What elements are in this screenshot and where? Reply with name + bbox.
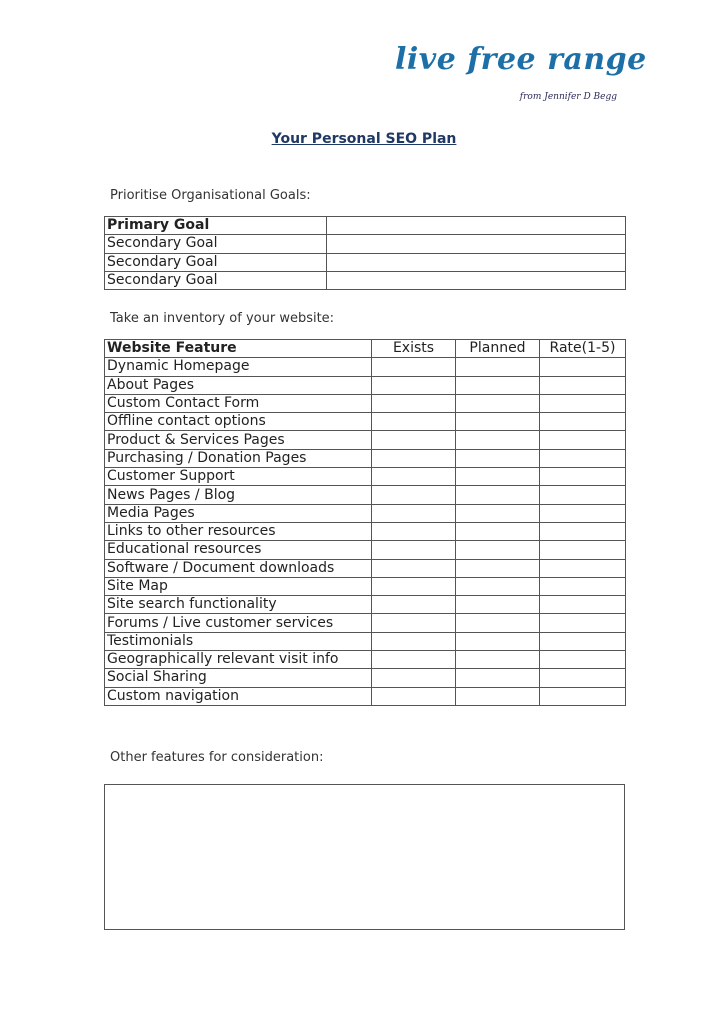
rate-cell[interactable]: [540, 394, 626, 412]
planned-cell[interactable]: [456, 504, 540, 522]
rate-cell[interactable]: [540, 614, 626, 632]
table-row: [105, 522, 626, 540]
table-row: [105, 614, 626, 632]
exists-cell[interactable]: [372, 577, 456, 595]
rate-cell[interactable]: [540, 687, 626, 705]
planned-cell[interactable]: [456, 687, 540, 705]
feature-label: Offline contact options: [105, 413, 372, 431]
brand-name: live free range: [395, 42, 647, 77]
other-features-label: Other features for consideration:: [110, 750, 324, 765]
table-row: [105, 504, 626, 522]
rate-cell[interactable]: [540, 577, 626, 595]
feature-label: Site Map: [105, 577, 372, 595]
table-row: [105, 376, 626, 394]
feature-label: Media Pages: [105, 504, 372, 522]
feature-label: Software / Document downloads: [105, 559, 372, 577]
brand-logo: [395, 42, 647, 114]
planned-cell[interactable]: [456, 522, 540, 540]
table-row: [105, 217, 626, 235]
planned-cell[interactable]: [456, 632, 540, 650]
table-row: [105, 253, 626, 271]
feature-label: News Pages / Blog: [105, 486, 372, 504]
feature-label: Site search functionality: [105, 596, 372, 614]
exists-cell[interactable]: [372, 559, 456, 577]
feature-label: Social Sharing: [105, 669, 372, 687]
exists-cell[interactable]: [372, 413, 456, 431]
feature-label: Purchasing / Donation Pages: [105, 449, 372, 467]
planned-cell[interactable]: [456, 394, 540, 412]
feature-label: Testimonials: [105, 632, 372, 650]
column-header-planned: Planned: [456, 340, 540, 358]
table-row: [105, 271, 626, 289]
exists-cell[interactable]: [372, 486, 456, 504]
other-features-box[interactable]: [104, 784, 625, 930]
goals-label: Prioritise Organisational Goals:: [110, 188, 311, 203]
table-header-row: [105, 340, 626, 358]
feature-label: Geographically relevant visit info: [105, 651, 372, 669]
column-header-exists: Exists: [372, 340, 456, 358]
inventory-label: Take an inventory of your website:: [110, 311, 335, 326]
rate-cell[interactable]: [540, 596, 626, 614]
rate-cell[interactable]: [540, 449, 626, 467]
exists-cell[interactable]: [372, 669, 456, 687]
exists-cell[interactable]: [372, 449, 456, 467]
planned-cell[interactable]: [456, 431, 540, 449]
feature-label: About Pages: [105, 376, 372, 394]
table-row: [105, 449, 626, 467]
planned-cell[interactable]: [456, 376, 540, 394]
table-row: [105, 413, 626, 431]
table-row: [105, 394, 626, 412]
exists-cell[interactable]: [372, 468, 456, 486]
goal-label: Secondary Goal: [105, 235, 327, 253]
table-row: [105, 486, 626, 504]
exists-cell[interactable]: [372, 614, 456, 632]
planned-cell[interactable]: [456, 651, 540, 669]
table-row: [105, 687, 626, 705]
column-header-rate: Rate(1-5): [540, 340, 626, 358]
goals-table: [104, 216, 626, 290]
rate-cell[interactable]: [540, 541, 626, 559]
rate-cell[interactable]: [540, 486, 626, 504]
planned-cell[interactable]: [456, 559, 540, 577]
feature-label: Product & Services Pages: [105, 431, 372, 449]
exists-cell[interactable]: [372, 687, 456, 705]
table-row: [105, 669, 626, 687]
table-row: [105, 468, 626, 486]
planned-cell[interactable]: [456, 486, 540, 504]
feature-label: Educational resources: [105, 541, 372, 559]
table-row: [105, 559, 626, 577]
exists-cell[interactable]: [372, 376, 456, 394]
exists-cell[interactable]: [372, 394, 456, 412]
table-row: [105, 358, 626, 376]
goal-input-cell[interactable]: [327, 253, 626, 271]
planned-cell[interactable]: [456, 413, 540, 431]
table-row: [105, 596, 626, 614]
feature-label: Customer Support: [105, 468, 372, 486]
exists-cell[interactable]: [372, 632, 456, 650]
goal-input-cell[interactable]: [327, 235, 626, 253]
rate-cell[interactable]: [540, 468, 626, 486]
rate-cell[interactable]: [540, 632, 626, 650]
table-row: [105, 651, 626, 669]
feature-label: Links to other resources: [105, 522, 372, 540]
table-row: [105, 431, 626, 449]
rate-cell[interactable]: [540, 669, 626, 687]
table-row: [105, 235, 626, 253]
rate-cell[interactable]: [540, 413, 626, 431]
exists-cell[interactable]: [372, 541, 456, 559]
exists-cell[interactable]: [372, 504, 456, 522]
rate-cell[interactable]: [540, 504, 626, 522]
rate-cell[interactable]: [540, 431, 626, 449]
rate-cell[interactable]: [540, 358, 626, 376]
brand-byline: from Jennifer D Begg: [519, 92, 617, 102]
exists-cell[interactable]: [372, 358, 456, 376]
exists-cell[interactable]: [372, 596, 456, 614]
table-row: [105, 541, 626, 559]
goal-input-cell[interactable]: [327, 217, 626, 235]
feature-label: Custom Contact Form: [105, 394, 372, 412]
planned-cell[interactable]: [456, 541, 540, 559]
exists-cell[interactable]: [372, 651, 456, 669]
page-title: Your Personal SEO Plan: [271, 131, 457, 147]
rate-cell[interactable]: [540, 522, 626, 540]
goal-label: Secondary Goal: [105, 271, 327, 289]
exists-cell[interactable]: [372, 431, 456, 449]
table-row: [105, 632, 626, 650]
planned-cell[interactable]: [456, 358, 540, 376]
goal-label: Primary Goal: [105, 217, 327, 235]
planned-cell[interactable]: [456, 669, 540, 687]
planned-cell[interactable]: [456, 596, 540, 614]
exists-cell[interactable]: [372, 522, 456, 540]
planned-cell[interactable]: [456, 449, 540, 467]
planned-cell[interactable]: [456, 468, 540, 486]
features-table: [104, 339, 626, 706]
feature-label: Custom navigation: [105, 687, 372, 705]
goal-label: Secondary Goal: [105, 253, 327, 271]
feature-label: Forums / Live customer services: [105, 614, 372, 632]
table-row: [105, 577, 626, 595]
column-header-feature: Website Feature: [105, 340, 372, 358]
goal-input-cell[interactable]: [327, 271, 626, 289]
planned-cell[interactable]: [456, 614, 540, 632]
feature-label: Dynamic Homepage: [105, 358, 372, 376]
rate-cell[interactable]: [540, 376, 626, 394]
planned-cell[interactable]: [456, 577, 540, 595]
rate-cell[interactable]: [540, 651, 626, 669]
rate-cell[interactable]: [540, 559, 626, 577]
